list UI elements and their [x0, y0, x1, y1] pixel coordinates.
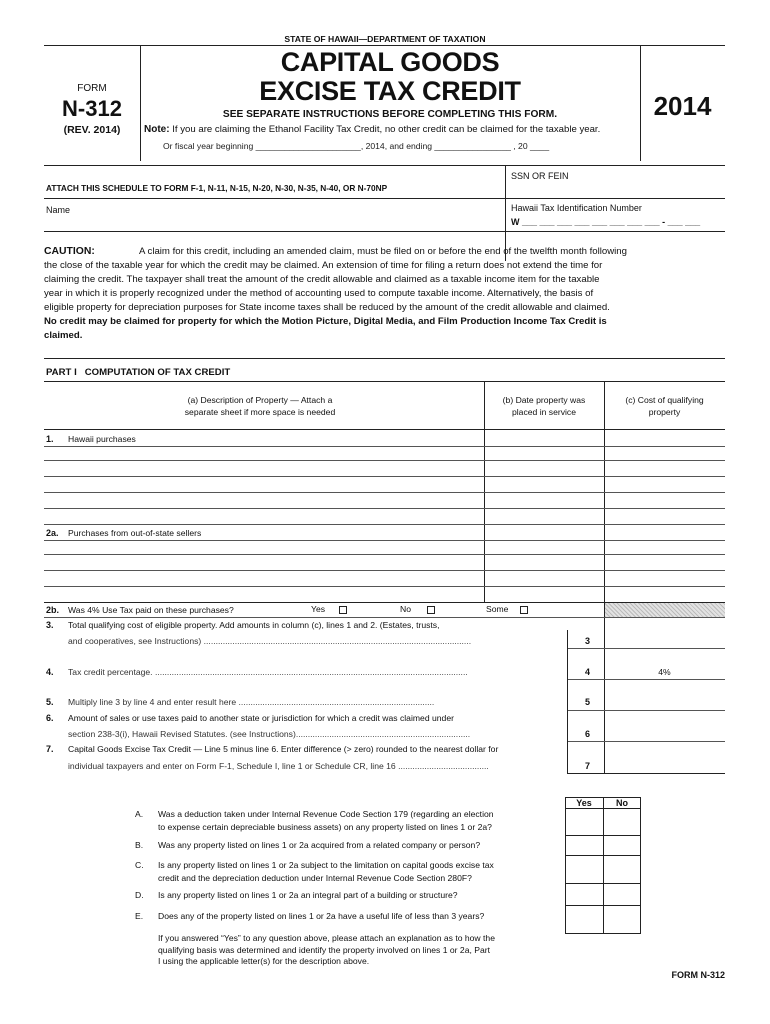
- line-2a-row-3[interactable]: [44, 570, 725, 571]
- form-label: FORM: [77, 83, 107, 94]
- question-c-text: Is any property listed on lines 1 or 2a subject to the limitation on capital goods excise tax credit and the depreciation deduction under Internal Revenue Code Section 280F?: [158, 860, 494, 883]
- question-d-no-box[interactable]: [604, 884, 640, 904]
- part1-top-rule: [44, 358, 725, 359]
- no-column-header: No: [616, 798, 628, 808]
- line-7-number: 7.: [46, 744, 54, 754]
- line-2b-shaded-cell: [605, 603, 725, 617]
- form-title-line1: CAPITAL GOODS: [280, 47, 500, 77]
- filer-mid-rule: [44, 198, 725, 199]
- question-c-no-box[interactable]: [604, 856, 640, 882]
- line-3-box-label: 3: [585, 636, 591, 646]
- line-1-row-1[interactable]: [44, 446, 725, 447]
- line-5-bottom: [567, 710, 725, 711]
- line-2b-label: Was 4% Use Tax paid on these purchases?: [68, 605, 234, 615]
- question-e-text: Does any of the property listed on lines 1 or 2a have a useful life of less than 3 years?: [158, 911, 485, 921]
- caution-bold-1: No credit may be claimed for property for which the Motion Picture, Digital Media, and Film Production Income Tax Credit is: [44, 316, 607, 327]
- part1-title: PART I COMPUTATION OF TAX CREDIT: [46, 367, 231, 378]
- line-4-box-label: 4: [585, 667, 591, 677]
- line-3-bottom: [567, 648, 725, 649]
- question-c-letter: C.: [135, 860, 144, 870]
- line-number-box-divider: [567, 630, 568, 773]
- footer-form-id: FORM N-312: [671, 970, 725, 980]
- attach-schedule-text: ATTACH THIS SCHEDULE TO FORM F-1, N-11, N-15, N-20, N-30, N-35, N-40, OR N-70NP: [46, 183, 388, 193]
- line-5-number: 5.: [46, 697, 54, 707]
- question-a-text: Was a deduction taken under Internal Revenue Code Section 179 (regarding an election to expense certain depreciable business assets) on any property listed on lines 1 or 2a?: [158, 809, 494, 832]
- question-a-no-box[interactable]: [604, 809, 640, 834]
- question-e-yes-box[interactable]: [566, 906, 602, 933]
- line-1-label: Hawaii purchases: [68, 434, 136, 444]
- question-b-text: Was any property listed on lines 1 or 2a acquired from a related company or person?: [158, 840, 481, 850]
- use-tax-yes-option[interactable]: Yes: [311, 604, 347, 614]
- line-4-text: Tax credit percentage. ...................................................................................................................................: [68, 667, 468, 677]
- line-5-text: Multiply line 3 by line 4 and enter result here ..................................................................................: [68, 697, 435, 707]
- fiscal-year-line[interactable]: Or fiscal year beginning ______________________, 2014, and ending ________________ , 20 ____: [163, 141, 550, 151]
- line-6-amount[interactable]: [606, 712, 724, 740]
- form-number: N-312: [62, 96, 122, 121]
- caution-label: CAUTION:: [44, 246, 95, 257]
- line-1-row-4[interactable]: [44, 492, 725, 493]
- caution-block: [44, 245, 725, 343]
- hawaii-tax-id-field[interactable]: W ___ ___ ___ ___ ___ ___ ___ ___ - ___ ___: [511, 217, 701, 227]
- line-7-text-1: Capital Goods Excise Tax Credit — Line 5 minus line 6. Enter difference (> zero) rounded to the nearest dollar for: [68, 744, 499, 754]
- line-7-amount[interactable]: [606, 743, 724, 773]
- col-a-header: (a) Description of Property — Attach a separate sheet if more space is needed: [184, 395, 336, 417]
- question-e-letter: E.: [135, 911, 144, 921]
- note-text: If you are claiming the Ethanol Facility Tax Credit, no other credit can be claimed for the taxable year.: [172, 124, 601, 135]
- line-5-amount[interactable]: [606, 683, 724, 709]
- caution-line-1: A claim for this credit, including an amended claim, must be filed on or before the end of the twelfth month following: [139, 246, 627, 257]
- line-2a-row-2[interactable]: [44, 554, 725, 555]
- line-1-row-2[interactable]: [44, 460, 725, 461]
- line-5-box-label: 5: [585, 697, 591, 707]
- use-tax-some-checkbox[interactable]: [520, 606, 528, 614]
- table-header-bottom: [44, 429, 725, 430]
- department-header: STATE OF HAWAII—DEPARTMENT OF TAXATION: [284, 34, 486, 44]
- part1-header-rule: [44, 381, 725, 382]
- ssn-fein-label: SSN OR FEIN: [511, 171, 569, 181]
- instructions-notice: SEE SEPARATE INSTRUCTIONS BEFORE COMPLETING THIS FORM.: [222, 109, 558, 120]
- question-c-yes-box[interactable]: [566, 856, 602, 882]
- caution-line-2: the close of the taxable year for which the credit may be claimed. An extension of time for filing a return does not extend the time for: [44, 260, 603, 271]
- line-6-bottom: [567, 741, 725, 742]
- caution-line-3: claiming the credit. The taxpayer shall treat the amount of the credit allowable and claimed as a taxable income item for the taxable: [44, 274, 600, 285]
- question-a-yes-box[interactable]: [566, 809, 602, 834]
- caution-line-5: eligible property for depreciation purposes for State income taxes shall be reduced by the amount of the credit allowable and claimed.: [44, 302, 610, 313]
- col-b-header: (b) Date property was placed in service: [502, 395, 586, 417]
- line-1-row-3[interactable]: [44, 476, 725, 477]
- question-d-yes-box[interactable]: [566, 884, 602, 904]
- line-1-row-6[interactable]: [44, 524, 725, 525]
- use-tax-no-option[interactable]: No: [400, 604, 435, 614]
- use-tax-some-option[interactable]: Some: [486, 604, 528, 614]
- line-2a-row-1[interactable]: [44, 540, 725, 541]
- line-4-percentage: 4%: [658, 667, 671, 677]
- form-title-line2: EXCISE TAX CREDIT: [259, 76, 521, 106]
- question-e-no-box[interactable]: [604, 906, 640, 933]
- line-2a-label: Purchases from out-of-state sellers: [68, 528, 202, 538]
- caution-line-4: year in which it is properly recognized under the method of accounting used to compute taxable income. Alternatively, the basis of: [44, 288, 594, 299]
- line-6-box-label: 6: [585, 729, 591, 739]
- line-7-text-2: individual taxpayers and enter on Form F-1, Schedule I, line 1 or Schedule CR, line 16 ......................................: [68, 761, 489, 771]
- line-2a-row-4[interactable]: [44, 586, 725, 587]
- caution-bold-2: claimed.: [44, 330, 83, 341]
- hawaii-tax-id-label: Hawaii Tax Identification Number: [511, 203, 642, 213]
- question-b-letter: B.: [135, 840, 144, 850]
- line-3-text-2: and cooperatives, see Instructions) ................................................................................................................: [68, 636, 472, 646]
- use-tax-no-checkbox[interactable]: [427, 606, 435, 614]
- col-c-header: (c) Cost of qualifying property: [625, 395, 704, 417]
- line-4-number: 4.: [46, 667, 54, 677]
- line-2a-number: 2a.: [46, 528, 59, 538]
- line-1-row-5[interactable]: [44, 508, 725, 509]
- line-2b-number: 2b.: [46, 605, 60, 615]
- line-6-text-1: Amount of sales or use taxes paid to another state or jurisdiction for which a credit was claimed under: [68, 713, 454, 723]
- question-d-letter: D.: [135, 890, 144, 900]
- tax-year: 2014: [653, 91, 712, 121]
- filer-top-rule: [44, 165, 725, 166]
- ethanol-note: [144, 124, 600, 135]
- line-4-bottom: [567, 679, 725, 680]
- header-rule: [44, 45, 725, 46]
- question-b-yes-box[interactable]: [566, 836, 602, 854]
- question-b-no-box[interactable]: [604, 836, 640, 854]
- yes-column-header: Yes: [576, 798, 592, 808]
- line-7-box-label: 7: [585, 761, 591, 771]
- line-7-bottom: [567, 773, 725, 774]
- line-6-number: 6.: [46, 713, 54, 723]
- line-3-amount[interactable]: [606, 618, 724, 648]
- line-1-number: 1.: [46, 434, 54, 444]
- question-d-text: Is any property listed on lines 1 or 2a an integral part of a building or structure?: [158, 890, 458, 900]
- filer-bottom-rule: [44, 231, 725, 232]
- question-a-letter: A.: [135, 809, 144, 819]
- line-3-number: 3.: [46, 620, 54, 630]
- ssn-fein-field[interactable]: [508, 180, 723, 196]
- note-label: Note:: [144, 124, 170, 135]
- questions-footnote: If you answered “Yes” to any question above, please attach an explanation as to how the qualifying basis was determined and identify the property involved on lines 1 or 2a, Part I using the applicable letter(s) for the description above.: [158, 933, 495, 966]
- col-c-divider: [604, 381, 605, 773]
- line-6-text-2: section 238-3(i), Hawaii Revised Statutes. (see Instructions).........................................................................: [68, 729, 471, 739]
- line-3-text-1: Total qualifying cost of eligible property. Add amounts in column (c), lines 1 and 2. (Estates, trusts,: [68, 620, 440, 630]
- form-revision: (REV. 2014): [63, 124, 121, 136]
- name-label: Name: [46, 205, 71, 215]
- use-tax-yes-checkbox[interactable]: [339, 606, 347, 614]
